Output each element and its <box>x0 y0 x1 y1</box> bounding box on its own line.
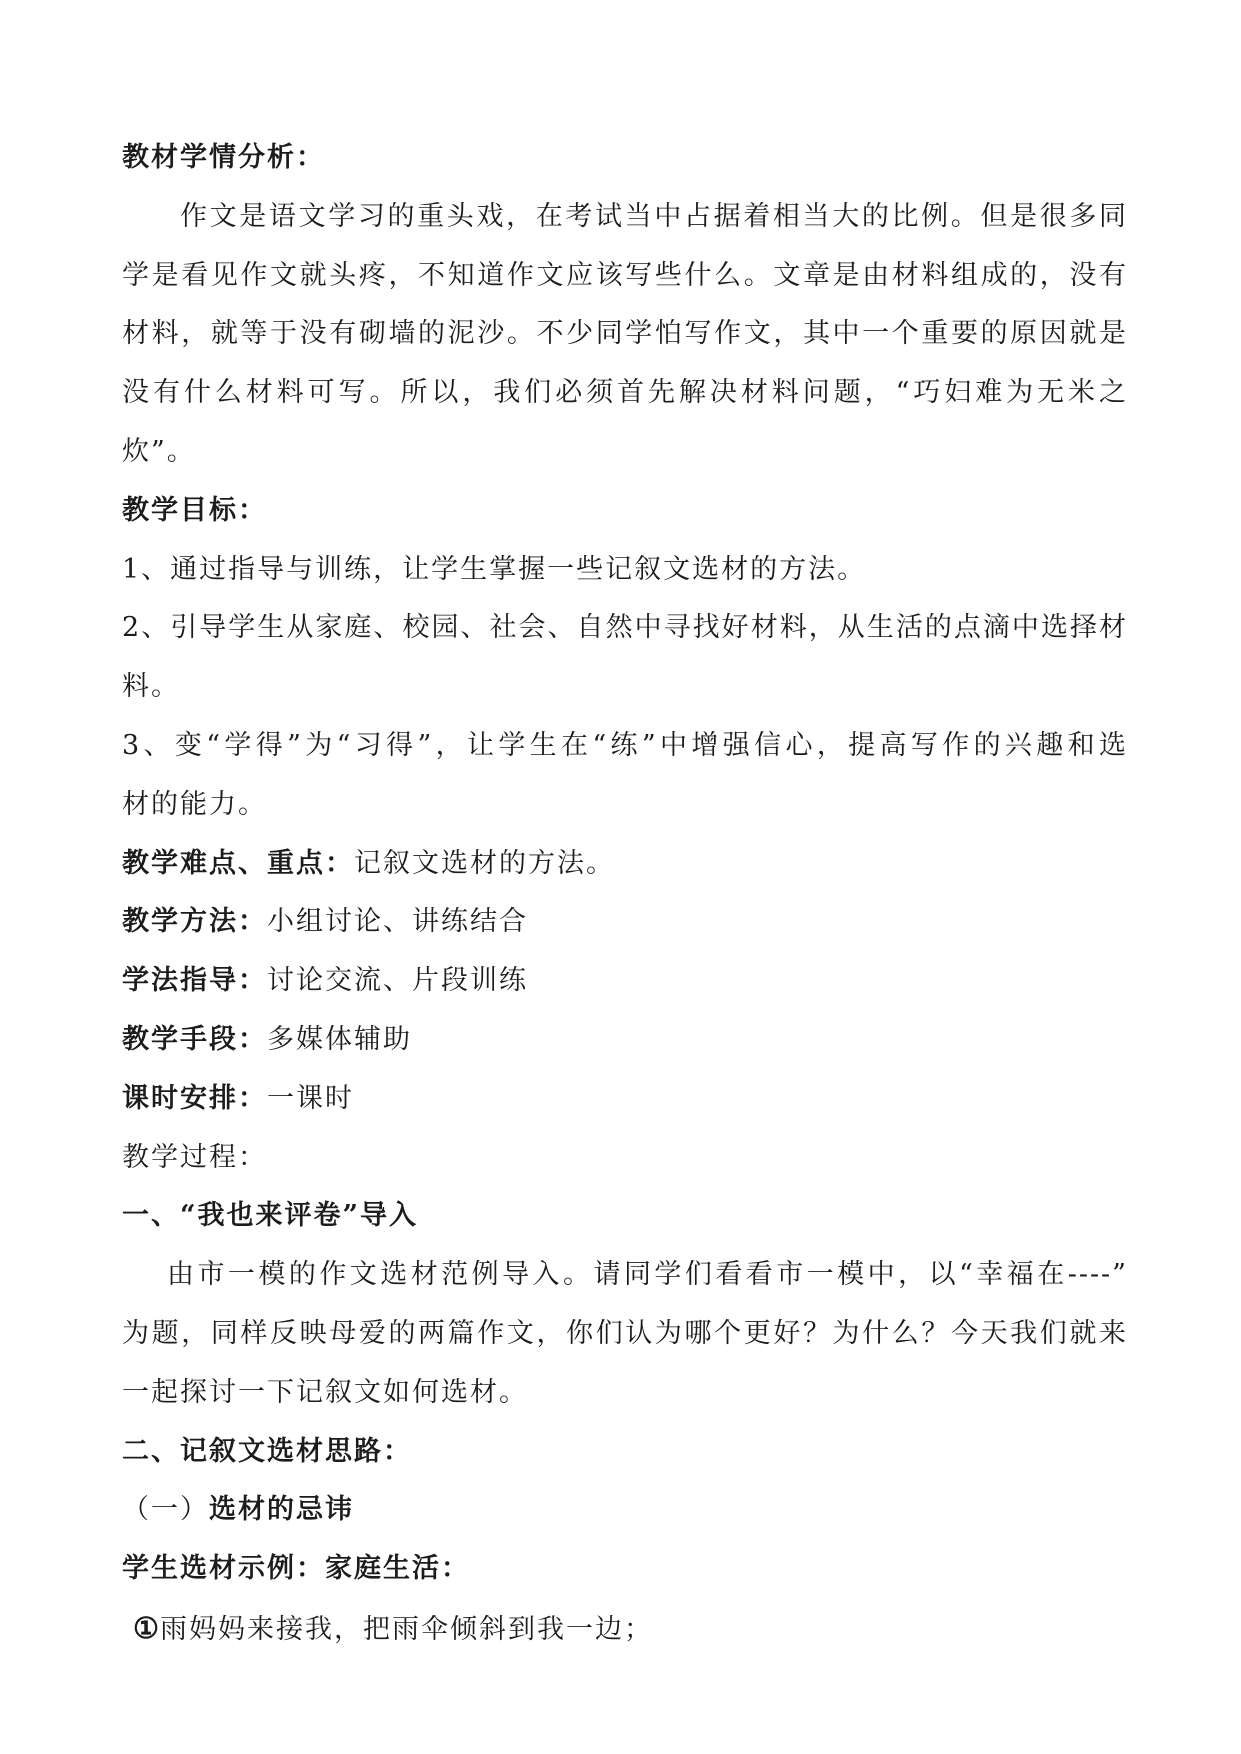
info-row-key-points <box>122 835 1128 894</box>
document-body <box>122 129 1128 1660</box>
subsection-title: 选材的忌讳 <box>209 1494 354 1526</box>
objective-item-line: 2、引导学生从家庭、校园、社会、自然中寻找好材料，从生活的点滴中选择材 <box>122 612 1128 644</box>
field-label: 教学难点、重点： <box>122 847 354 879</box>
field-label: 教学方法： <box>122 906 267 938</box>
section-heading-analysis: 教材学情分析： <box>122 142 325 173</box>
section-heading-process: 教学过程： <box>122 1141 267 1173</box>
paragraph-line: 学是看见作文就头疼，不知道作文应该写些什么。文章是由材料组成的，没有 <box>122 259 1128 291</box>
paragraph-line: 材料，就等于没有砌墙的泥沙。不少同学怕写作文，其中一个重要的原因就是 <box>122 318 1128 350</box>
field-label: 课时安排： <box>122 1082 267 1114</box>
section-heading-objectives: 教学目标： <box>122 494 267 526</box>
paragraph-line: 为题，同样反映母爱的两篇作文，你们认为哪个更好？为什么？今天我们就来 <box>122 1317 1128 1349</box>
field-value: 一课时 <box>267 1082 354 1114</box>
info-row-schedule <box>122 1070 1128 1129</box>
objective-item-line: 料。 <box>122 671 180 703</box>
paragraph-line: 没有什么材料可写。所以，我们必须首先解决材料问题，“巧妇难为无米之 <box>122 377 1128 409</box>
objective-item-line: 1、通过指导与训练，让学生掌握一些记叙文选材的方法。 <box>122 553 867 585</box>
info-row-study-guidance <box>122 952 1128 1011</box>
examples-heading: 学生选材示例：家庭生活： <box>122 1553 470 1585</box>
field-value: 小组讨论、讲练结合 <box>267 906 528 938</box>
subsection-heading <box>122 1481 1128 1540</box>
example-text: 雨妈妈来接我，把雨伞倾斜到我一边； <box>160 1613 653 1645</box>
example-marker: ① <box>133 1610 160 1645</box>
info-row-methods <box>122 893 1128 952</box>
paragraph-line: 一起探讨一下记叙文如何选材。 <box>122 1376 528 1408</box>
objective-item-line: 3、变“学得”为“习得”，让学生在“练”中增强信心，提高写作的兴趣和选 <box>122 729 1128 761</box>
field-value: 讨论交流、片段训练 <box>267 965 528 997</box>
part-heading: 二、记叙文选材思路： <box>122 1435 412 1467</box>
paragraph-line: 作文是语文学习的重头戏，在考试当中占据着相当大的比例。但是很多同 <box>180 200 1128 232</box>
example-item <box>122 1599 1128 1660</box>
part-heading: 一、“我也来评卷”导入 <box>122 1200 419 1232</box>
info-row-teaching-aids <box>122 1011 1128 1070</box>
paragraph-line: 由市一模的作文选材范例导入。请同学们看看市一模中，以“幸福在----” <box>167 1259 1128 1291</box>
paragraph-line: 炊”。 <box>122 435 196 467</box>
field-label: 教学手段： <box>122 1023 267 1055</box>
objective-item-line: 材的能力。 <box>122 788 267 820</box>
field-value: 多媒体辅助 <box>267 1023 412 1055</box>
subsection-number: （一） <box>122 1494 209 1526</box>
field-value: 记叙文选材的方法。 <box>354 847 615 879</box>
field-label: 学法指导： <box>122 965 267 997</box>
